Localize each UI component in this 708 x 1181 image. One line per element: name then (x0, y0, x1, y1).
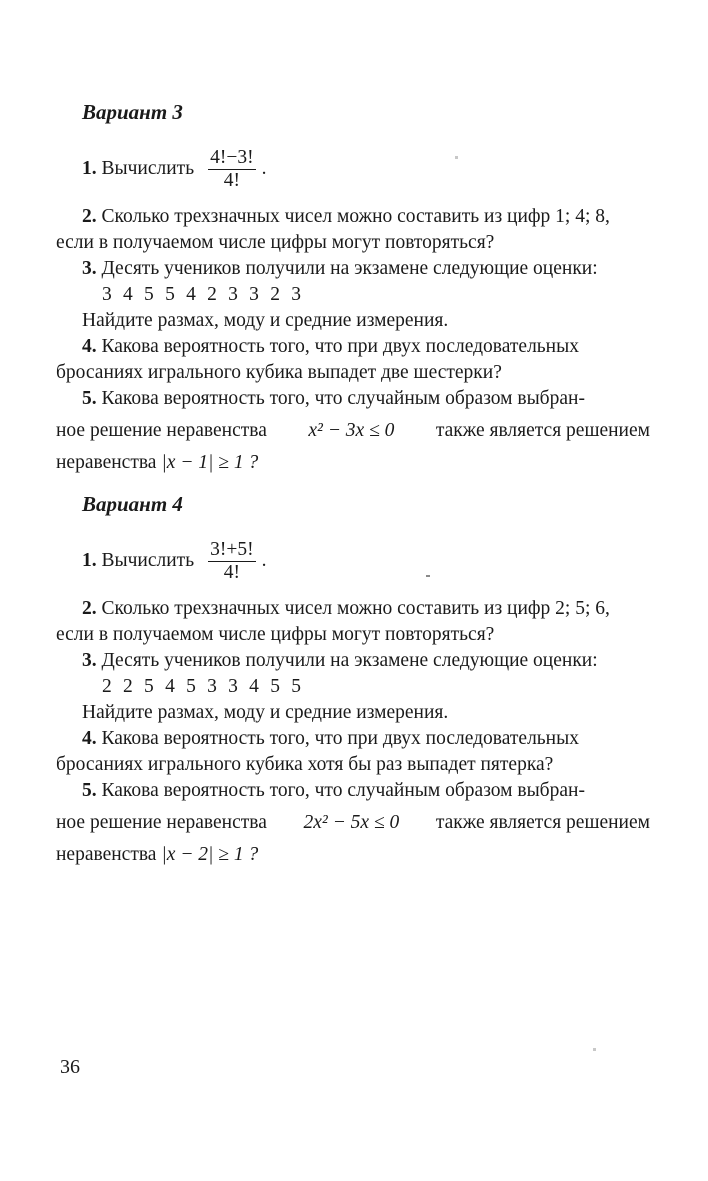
v3-task-5-line2a: ное решение неравенства (56, 420, 267, 441)
v3-task-1-fraction (208, 147, 256, 192)
variant-3-section (56, 98, 650, 476)
v3-task-5-line2b: также является решением (435, 420, 650, 441)
v4-task-5-inequality-2: |x − 2| ≥ 1 ? (161, 844, 259, 865)
variant-4-section (56, 490, 650, 868)
v4-task-4-line2: бросаниях игрального кубика хотя бы раз выпадет пятерка? (56, 754, 554, 775)
v4-task-2-number: 2. (82, 598, 97, 619)
page-number: 36 (60, 1056, 80, 1078)
v3-task-4 (56, 334, 650, 386)
v4-task-1-fraction (208, 539, 256, 584)
v4-task-2-line2: если в получаемом числе цифры могут повторяться? (56, 624, 495, 645)
v4-task-2-line1: Сколько трехзначных чисел можно составить из цифр 2; 5; 6, (101, 598, 610, 619)
v4-task-1-number: 1. (82, 550, 97, 571)
v4-task-3 (82, 648, 650, 726)
v3-task-5 (56, 386, 650, 476)
fraction-denominator: 4! (223, 169, 240, 191)
v3-task-3-grades: 3 4 5 5 4 2 3 3 2 3 (102, 284, 305, 305)
v4-task-5-line2b: также является решением (435, 812, 650, 833)
v3-task-5-inequality-1: x² − 3x ≤ 0 (308, 420, 395, 441)
v4-task-5-number: 5. (82, 780, 97, 801)
v4-task-1-label: Вычислить (101, 550, 195, 571)
v3-task-2-line2: если в получаемом числе цифры могут повторяться? (56, 232, 495, 253)
v3-task-2-line1: Сколько трехзначных чисел можно составить из цифр 1; 4; 8, (101, 206, 610, 227)
v4-task-3-line1: Десять учеников получили на экзамене следующие оценки: (101, 650, 598, 671)
v3-task-5-inequality-2: |x − 1| ≥ 1 ? (161, 452, 259, 473)
v4-task-5-line3a: неравенства (56, 844, 157, 865)
v4-task-1 (82, 532, 650, 590)
v3-task-5-number: 5. (82, 388, 97, 409)
v4-task-2 (56, 596, 650, 648)
v3-task-5-line1: Какова вероятность того, что случайным образом выбран- (101, 388, 585, 409)
v4-task-5-line2a: ное решение неравенства (56, 812, 267, 833)
scan-speck (593, 1048, 596, 1051)
v4-task-3-line3: Найдите размах, моду и средние измерения. (82, 702, 449, 723)
v3-task-4-line2: бросаниях игрального кубика выпадет две шестерки? (56, 362, 502, 383)
v4-task-3-number: 3. (82, 650, 97, 671)
v4-task-5 (56, 778, 650, 868)
v4-task-4-line1: Какова вероятность того, что при двух последовательных (101, 728, 579, 749)
v3-task-3 (82, 256, 650, 334)
v3-task-3-number: 3. (82, 258, 97, 279)
fraction-numerator: 3!+5! (210, 538, 254, 560)
variant-4-title: Вариант 4 (82, 492, 183, 516)
variant-3-title: Вариант 3 (82, 100, 183, 124)
v3-task-3-line3: Найдите размах, моду и средние измерения. (82, 310, 449, 331)
v4-task-5-line1: Какова вероятность того, что случайным образом выбран- (101, 780, 585, 801)
v3-task-5-line3a: неравенства (56, 452, 157, 473)
scan-speck (426, 575, 430, 577)
v3-task-2 (56, 204, 650, 256)
fraction-period: . (261, 158, 267, 179)
fraction-denominator: 4! (223, 561, 240, 583)
v4-task-5-inequality-1: 2x² − 5x ≤ 0 (303, 812, 400, 833)
fraction-period: . (261, 550, 267, 571)
v4-task-4-number: 4. (82, 728, 97, 749)
fraction-numerator: 4!−3! (210, 146, 254, 168)
v3-task-3-line1: Десять учеников получили на экзамене следующие оценки: (101, 258, 598, 279)
v3-task-1-number: 1. (82, 158, 97, 179)
v3-task-1 (82, 140, 650, 198)
v3-task-2-number: 2. (82, 206, 97, 227)
v3-task-4-line1: Какова вероятность того, что при двух последовательных (101, 336, 579, 357)
v3-task-4-number: 4. (82, 336, 97, 357)
v3-task-1-label: Вычислить (101, 158, 195, 179)
v4-task-3-grades: 2 2 5 4 5 3 3 4 5 5 (102, 676, 305, 697)
v4-task-4 (56, 726, 650, 778)
scan-speck (455, 156, 458, 159)
